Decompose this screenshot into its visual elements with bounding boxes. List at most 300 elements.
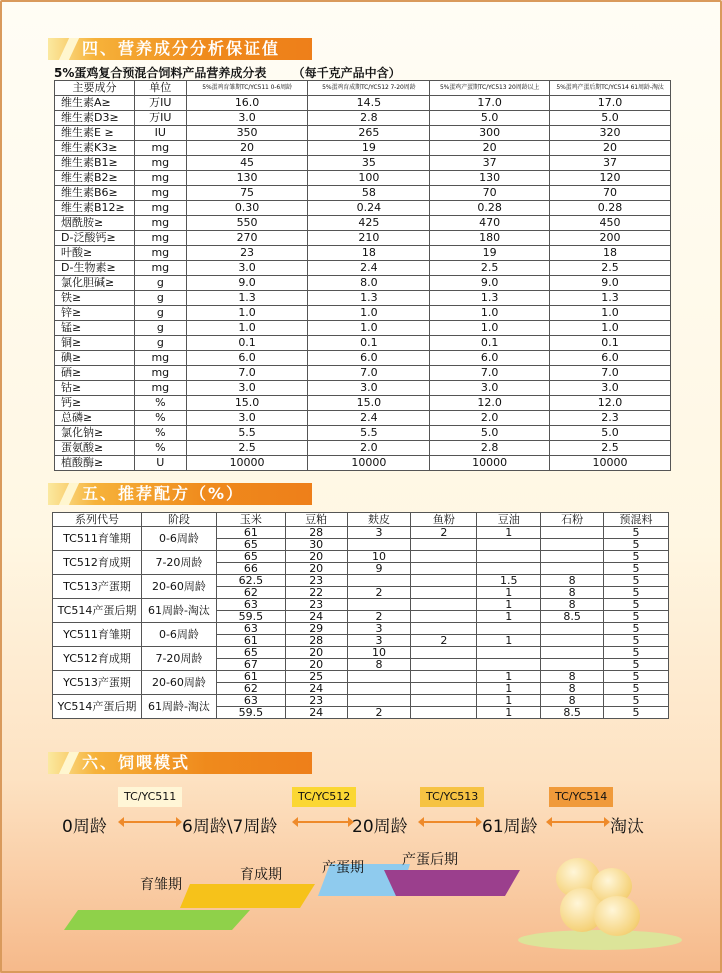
table-row — [55, 456, 671, 471]
nutrient-value: 70 — [550, 186, 671, 201]
timeline-2: 20周龄 — [352, 817, 408, 837]
nutrient-value: 350 — [186, 126, 308, 141]
formula-value: 28 — [285, 635, 347, 647]
section5-header — [48, 483, 312, 505]
nutrient-value: 5.5 — [186, 426, 308, 441]
nutrient-value: 1.0 — [186, 306, 308, 321]
timeline-arrow-icon — [124, 821, 176, 823]
formula-value: 62.5 — [216, 575, 285, 587]
table-row — [55, 201, 671, 216]
formula-value — [541, 623, 604, 635]
nutrition-header-cell: 5%蛋鸡产蛋后期TC/YC514 61周龄-淘汰 — [550, 81, 671, 96]
formula-value: 2 — [347, 611, 411, 623]
nutrient-value: 550 — [186, 216, 308, 231]
nutrition-header-cell: 5%蛋鸡育成期TC/YC512 7-20周龄 — [308, 81, 430, 96]
table-row — [55, 126, 671, 141]
nutrient-name: 维生素D3≥ — [55, 111, 135, 126]
table-row — [55, 186, 671, 201]
series-stage: 61周龄-淘汰 — [141, 695, 216, 719]
stage-step-2 — [180, 884, 315, 908]
formula-value: 5 — [604, 683, 669, 695]
nutrient-value: 265 — [308, 126, 430, 141]
nutrient-value: 2.5 — [550, 261, 671, 276]
nutrient-value: 3.0 — [186, 411, 308, 426]
nutrient-value: g — [134, 291, 186, 306]
series-code: YC511育雏期 — [53, 623, 142, 647]
nutrient-value: IU — [134, 126, 186, 141]
nutrient-name: 总磷≥ — [55, 411, 135, 426]
formula-header-cell: 豆粕 — [285, 513, 347, 527]
nutrient-value: % — [134, 396, 186, 411]
nutrient-value: 1.0 — [550, 306, 671, 321]
nutrient-value: 9.0 — [550, 276, 671, 291]
nutrient-value: 12.0 — [430, 396, 550, 411]
series-code: TC511育雏期 — [53, 527, 142, 551]
series-stage: 7-20周龄 — [141, 551, 216, 575]
nutrient-value: mg — [134, 261, 186, 276]
nutrient-value: 16.0 — [186, 96, 308, 111]
nutrient-value: 15.0 — [186, 396, 308, 411]
formula-value — [541, 551, 604, 563]
nutrient-value: 9.0 — [186, 276, 308, 291]
table-row — [53, 647, 669, 659]
nutrient-value: 1.3 — [430, 291, 550, 306]
formula-header-cell: 玉米 — [216, 513, 285, 527]
table-row — [55, 111, 671, 126]
nutrient-value: 18 — [308, 246, 430, 261]
formula-value: 1 — [477, 695, 541, 707]
table-row — [55, 231, 671, 246]
nutrient-value: g — [134, 336, 186, 351]
formula-value: 2 — [411, 527, 477, 539]
section4-title: 四、营养成分分析保证值 — [82, 39, 281, 58]
nutrient-value: 1.3 — [308, 291, 430, 306]
formula-value — [347, 599, 411, 611]
series-code: TC514产蛋后期 — [53, 599, 142, 623]
nutrient-value: 3.0 — [186, 261, 308, 276]
formula-value: 1 — [477, 587, 541, 599]
formula-value: 28 — [285, 527, 347, 539]
nutrient-value: 0.28 — [550, 201, 671, 216]
nutrient-value: 1.0 — [430, 306, 550, 321]
nutrient-value: 10000 — [550, 456, 671, 471]
nutrient-value: 14.5 — [308, 96, 430, 111]
formula-value: 63 — [216, 599, 285, 611]
nutrient-value: 19 — [308, 141, 430, 156]
formula-value: 24 — [285, 611, 347, 623]
formula-value: 65 — [216, 647, 285, 659]
formula-value: 5 — [604, 707, 669, 719]
nutrient-name: 维生素E ≥ — [55, 126, 135, 141]
nutrient-name: 铁≥ — [55, 291, 135, 306]
formula-header-cell: 系列代号 — [53, 513, 142, 527]
formula-value: 8 — [541, 683, 604, 695]
nutrient-value: 6.0 — [308, 351, 430, 366]
timeline-1: 6周龄\7周龄 — [182, 817, 278, 837]
series-code: YC514产蛋后期 — [53, 695, 142, 719]
table-row — [53, 527, 669, 539]
formula-value: 1 — [477, 599, 541, 611]
formula-value: 8.5 — [541, 707, 604, 719]
table-row — [53, 623, 669, 635]
formula-value: 61 — [216, 635, 285, 647]
formula-value: 66 — [216, 563, 285, 575]
table-row — [55, 291, 671, 306]
formula-value — [411, 599, 477, 611]
formula-value — [477, 539, 541, 551]
formula-value — [411, 647, 477, 659]
nutrient-value: 300 — [430, 126, 550, 141]
table-row — [55, 276, 671, 291]
nutrient-value: 45 — [186, 156, 308, 171]
chick-icon — [594, 896, 640, 936]
nutrient-value: 15.0 — [308, 396, 430, 411]
formula-value — [411, 707, 477, 719]
nutrient-name: 维生素B12≥ — [55, 201, 135, 216]
nutrient-value: 3.0 — [308, 381, 430, 396]
nutrition-header-cell: 5%蛋鸡育雏期TC/YC511 0-6周龄 — [186, 81, 308, 96]
nutrient-name: 维生素K3≥ — [55, 141, 135, 156]
formula-value: 1 — [477, 611, 541, 623]
nutrient-value: 425 — [308, 216, 430, 231]
nutrition-header-cell: 5%蛋鸡产蛋期TC/YC513 20周龄以上 — [430, 81, 550, 96]
tag-514: TC/YC514 — [549, 787, 613, 807]
nutrient-value: 2.5 — [550, 441, 671, 456]
nutrient-value: 6.0 — [550, 351, 671, 366]
nutrient-name: 锌≥ — [55, 306, 135, 321]
formula-value — [541, 527, 604, 539]
nutrient-value: 2.4 — [308, 261, 430, 276]
nutrient-name: 锰≥ — [55, 321, 135, 336]
nutrient-value: 7.0 — [186, 366, 308, 381]
nutrient-value: 75 — [186, 186, 308, 201]
table-row — [55, 321, 671, 336]
formula-table — [52, 512, 669, 719]
stage-label-4: 产蛋后期 — [402, 852, 458, 868]
nutrient-value: 2.0 — [308, 441, 430, 456]
nutrient-value: 0.1 — [430, 336, 550, 351]
nutrient-value: 6.0 — [186, 351, 308, 366]
formula-value: 1 — [477, 671, 541, 683]
nutrient-value: 5.0 — [550, 111, 671, 126]
formula-value — [477, 623, 541, 635]
formula-value — [541, 539, 604, 551]
nutrient-value: 270 — [186, 231, 308, 246]
ground-ellipse — [518, 930, 682, 950]
formula-value: 9 — [347, 563, 411, 575]
formula-value — [541, 659, 604, 671]
formula-value: 5 — [604, 623, 669, 635]
section5-title: 五、推荐配方（%） — [82, 484, 245, 503]
nutrient-value: 10000 — [186, 456, 308, 471]
nutrient-name: 铜≥ — [55, 336, 135, 351]
table1-note: （每千克产品中含） — [292, 66, 401, 80]
nutrient-name: 钙≥ — [55, 396, 135, 411]
nutrient-value: % — [134, 426, 186, 441]
nutrient-name: 氯化胆碱≥ — [55, 276, 135, 291]
formula-value — [541, 647, 604, 659]
nutrient-value: mg — [134, 381, 186, 396]
formula-value — [411, 611, 477, 623]
formula-value: 8.5 — [541, 611, 604, 623]
nutrient-name: 氯化钠≥ — [55, 426, 135, 441]
formula-value — [477, 647, 541, 659]
tag-513: TC/YC513 — [420, 787, 484, 807]
nutrient-value: 2.5 — [186, 441, 308, 456]
formula-value — [411, 659, 477, 671]
formula-value — [347, 539, 411, 551]
formula-value: 5 — [604, 647, 669, 659]
nutrient-value: mg — [134, 156, 186, 171]
nutrient-value: 7.0 — [308, 366, 430, 381]
stage-step-4 — [384, 870, 520, 896]
nutrient-value: 0.1 — [186, 336, 308, 351]
nutrient-value: 180 — [430, 231, 550, 246]
nutrient-value: 18 — [550, 246, 671, 261]
formula-value — [347, 683, 411, 695]
formula-value — [347, 671, 411, 683]
nutrient-name: D-生物素≥ — [55, 261, 135, 276]
formula-value: 5 — [604, 527, 669, 539]
formula-value: 65 — [216, 539, 285, 551]
table-row — [55, 366, 671, 381]
nutrient-value: 12.0 — [550, 396, 671, 411]
formula-value: 5 — [604, 611, 669, 623]
formula-value: 2 — [347, 587, 411, 599]
formula-value: 1 — [477, 527, 541, 539]
nutrient-value: 5.0 — [550, 426, 671, 441]
formula-value: 8 — [347, 659, 411, 671]
table-row — [53, 551, 669, 563]
nutrient-value: 3.0 — [186, 381, 308, 396]
nutrient-value: mg — [134, 246, 186, 261]
section4-header — [48, 38, 312, 60]
nutrient-value: 1.3 — [550, 291, 671, 306]
table-row — [53, 599, 669, 611]
nutrient-value: g — [134, 276, 186, 291]
formula-value: 24 — [285, 683, 347, 695]
nutrient-value: 320 — [550, 126, 671, 141]
nutrient-value: 1.0 — [186, 321, 308, 336]
nutrient-value: 0.28 — [430, 201, 550, 216]
table-row — [55, 411, 671, 426]
formula-value: 23 — [285, 695, 347, 707]
nutrient-value: 37 — [430, 156, 550, 171]
stage-step-1 — [64, 910, 250, 930]
table-row — [55, 441, 671, 456]
formula-value: 20 — [285, 659, 347, 671]
nutrient-value: 35 — [308, 156, 430, 171]
formula-value: 20 — [285, 563, 347, 575]
nutrition-table — [54, 80, 671, 471]
nutrient-name: 维生素A≥ — [55, 96, 135, 111]
table-row — [53, 695, 669, 707]
nutrition-table-header — [55, 81, 671, 96]
nutrient-value: 120 — [550, 171, 671, 186]
formula-value: 5 — [604, 671, 669, 683]
formula-value: 1 — [477, 635, 541, 647]
nutrient-value: 3.0 — [430, 381, 550, 396]
nutrient-value: 2.5 — [430, 261, 550, 276]
formula-header-cell: 麸皮 — [347, 513, 411, 527]
formula-value: 23 — [285, 599, 347, 611]
formula-value: 67 — [216, 659, 285, 671]
table-row — [55, 261, 671, 276]
table-row — [55, 246, 671, 261]
formula-value: 5 — [604, 599, 669, 611]
nutrient-value: 17.0 — [430, 96, 550, 111]
series-stage: 0-6周龄 — [141, 527, 216, 551]
nutrient-value: 20 — [430, 141, 550, 156]
nutrient-value: g — [134, 306, 186, 321]
formula-value: 29 — [285, 623, 347, 635]
formula-value — [541, 563, 604, 575]
table-row — [55, 381, 671, 396]
formula-value — [411, 623, 477, 635]
formula-value: 5 — [604, 695, 669, 707]
formula-value — [541, 635, 604, 647]
series-stage: 20-60周龄 — [141, 671, 216, 695]
formula-value — [347, 575, 411, 587]
nutrient-value: 0.30 — [186, 201, 308, 216]
nutrient-value: 0.24 — [308, 201, 430, 216]
nutrient-value: 2.3 — [550, 411, 671, 426]
nutrient-value: g — [134, 321, 186, 336]
nutrient-value: 130 — [186, 171, 308, 186]
formula-value: 10 — [347, 647, 411, 659]
formula-value: 61 — [216, 671, 285, 683]
formula-header-cell: 鱼粉 — [411, 513, 477, 527]
stage-label-1: 育雏期 — [140, 877, 182, 893]
nutrient-value: 2.4 — [308, 411, 430, 426]
nutrition-header-cell: 主要成分 — [55, 81, 135, 96]
nutrient-value: 19 — [430, 246, 550, 261]
formula-value: 8 — [541, 599, 604, 611]
formula-value: 8 — [541, 575, 604, 587]
formula-value: 1 — [477, 707, 541, 719]
nutrient-name: 钴≥ — [55, 381, 135, 396]
nutrient-value: 3.0 — [550, 381, 671, 396]
table-row — [55, 216, 671, 231]
formula-value — [411, 695, 477, 707]
nutrient-value: 20 — [550, 141, 671, 156]
nutrient-name: 维生素B6≥ — [55, 186, 135, 201]
timeline-arrow-icon — [552, 821, 604, 823]
formula-value: 65 — [216, 551, 285, 563]
nutrient-value: 7.0 — [550, 366, 671, 381]
formula-value: 24 — [285, 707, 347, 719]
formula-value — [477, 563, 541, 575]
nutrient-value: 210 — [308, 231, 430, 246]
formula-value: 20 — [285, 647, 347, 659]
formula-value: 30 — [285, 539, 347, 551]
stage-label-2: 育成期 — [240, 867, 282, 883]
nutrient-value: mg — [134, 186, 186, 201]
table-row — [55, 336, 671, 351]
nutrient-name: 蛋氨酸≥ — [55, 441, 135, 456]
formula-value: 63 — [216, 695, 285, 707]
nutrient-value: mg — [134, 351, 186, 366]
formula-value: 10 — [347, 551, 411, 563]
nutrient-name: D-泛酸钙≥ — [55, 231, 135, 246]
nutrient-value: 3.0 — [186, 111, 308, 126]
formula-value — [411, 575, 477, 587]
formula-value: 1.5 — [477, 575, 541, 587]
nutrient-name: 叶酸≥ — [55, 246, 135, 261]
series-code: YC513产蛋期 — [53, 671, 142, 695]
series-stage: 20-60周龄 — [141, 575, 216, 599]
formula-header-cell: 石粉 — [541, 513, 604, 527]
formula-value: 5 — [604, 551, 669, 563]
nutrient-name: 维生素B1≥ — [55, 156, 135, 171]
series-code: TC513产蛋期 — [53, 575, 142, 599]
formula-value: 1 — [477, 683, 541, 695]
series-code: TC512育成期 — [53, 551, 142, 575]
nutrient-value: mg — [134, 201, 186, 216]
nutrient-value: 6.0 — [430, 351, 550, 366]
formula-value — [477, 659, 541, 671]
formula-header-cell: 阶段 — [141, 513, 216, 527]
nutrient-value: 70 — [430, 186, 550, 201]
formula-value: 59.5 — [216, 611, 285, 623]
series-stage: 7-20周龄 — [141, 647, 216, 671]
nutrient-value: % — [134, 441, 186, 456]
formula-value: 63 — [216, 623, 285, 635]
nutrient-value: 2.8 — [308, 111, 430, 126]
formula-value: 5 — [604, 587, 669, 599]
nutrient-name: 维生素B2≥ — [55, 171, 135, 186]
formula-value: 2 — [411, 635, 477, 647]
nutrient-value: 470 — [430, 216, 550, 231]
formula-value: 3 — [347, 623, 411, 635]
nutrient-name: 碘≥ — [55, 351, 135, 366]
nutrient-value: 2.8 — [430, 441, 550, 456]
formula-header-cell: 豆油 — [477, 513, 541, 527]
formula-value: 22 — [285, 587, 347, 599]
formula-value — [411, 683, 477, 695]
table-row — [55, 306, 671, 321]
nutrient-value: 37 — [550, 156, 671, 171]
nutrient-value: 5.0 — [430, 426, 550, 441]
nutrient-value: 23 — [186, 246, 308, 261]
series-stage: 0-6周龄 — [141, 623, 216, 647]
formula-value: 25 — [285, 671, 347, 683]
nutrient-value: 0.1 — [308, 336, 430, 351]
table-row — [55, 171, 671, 186]
formula-header-cell: 预混料 — [604, 513, 669, 527]
table-row — [55, 396, 671, 411]
table1-title — [54, 64, 401, 81]
nutrient-name: 植酸酶≥ — [55, 456, 135, 471]
timeline-0: 0周龄 — [62, 817, 107, 837]
nutrient-value: 万IU — [134, 96, 186, 111]
formula-table-header — [53, 513, 669, 527]
formula-value — [411, 563, 477, 575]
tag-511: TC/YC511 — [118, 787, 182, 807]
nutrient-value: 450 — [550, 216, 671, 231]
nutrient-value: 1.0 — [308, 321, 430, 336]
nutrient-name: 硒≥ — [55, 366, 135, 381]
table-row — [53, 575, 669, 587]
nutrition-header-cell: 单位 — [134, 81, 186, 96]
nutrient-value: 130 — [430, 171, 550, 186]
table-row — [55, 351, 671, 366]
formula-value: 5 — [604, 539, 669, 551]
formula-value: 3 — [347, 527, 411, 539]
nutrient-value: mg — [134, 141, 186, 156]
nutrient-value: 10000 — [308, 456, 430, 471]
nutrient-value: 7.0 — [430, 366, 550, 381]
